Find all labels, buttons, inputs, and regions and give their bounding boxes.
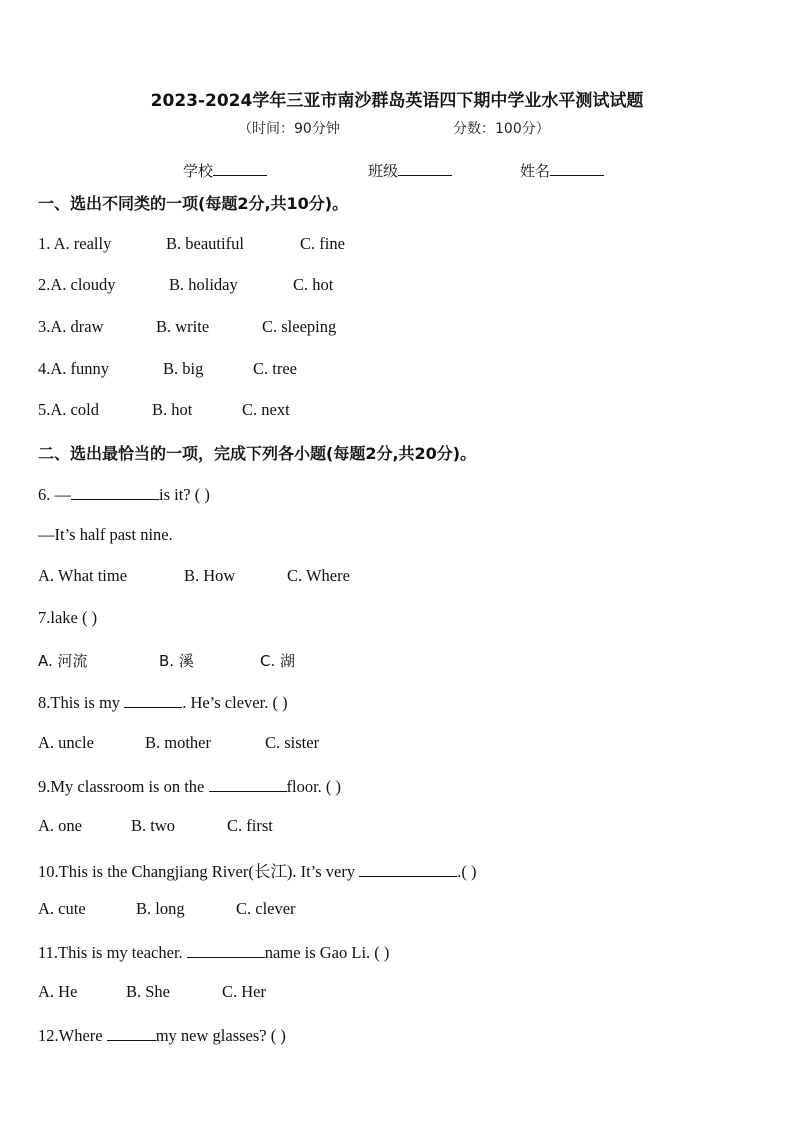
option-b: B. write xyxy=(156,317,210,336)
option-b: B. hot xyxy=(152,400,193,419)
answer-blank xyxy=(359,860,457,877)
answer-blank xyxy=(124,691,182,708)
option-c: C. tree xyxy=(253,359,297,378)
option-a: A. cold xyxy=(50,400,99,419)
question-number: 2. xyxy=(38,275,51,294)
name-label: 姓名 xyxy=(520,162,551,180)
question-6-stem xyxy=(38,483,210,505)
question-number: 1. xyxy=(38,234,54,253)
option-c: C. Her xyxy=(222,982,266,1001)
option-a: A. funny xyxy=(50,359,110,378)
option-c: C. next xyxy=(242,400,290,419)
stem-end: is it? ( ) xyxy=(159,485,210,504)
question-8-stem xyxy=(38,691,288,713)
option-a: A. draw xyxy=(50,317,104,336)
option-c: C. 湖 xyxy=(260,652,296,670)
question-10-stem xyxy=(38,858,477,882)
question-7-options xyxy=(38,650,296,671)
option-c: C. first xyxy=(227,816,273,835)
question-2 xyxy=(38,275,334,295)
option-b: B. two xyxy=(131,816,176,835)
option-a: A. 河流 xyxy=(38,652,88,670)
exam-title: 2023-2024学年三亚市南沙群岛英语四下期中学业水平测试试题 xyxy=(150,91,644,111)
section-2-title: 二、选出最恰当的一项，完成下列各小题(每题2分,共20分)。 xyxy=(38,444,477,463)
answer-blank xyxy=(209,775,287,792)
option-b: B. 溪 xyxy=(159,652,194,670)
class-field xyxy=(368,160,452,181)
question-11-options xyxy=(38,982,266,1002)
question-5 xyxy=(38,400,290,420)
question-9-options xyxy=(38,816,273,836)
time-limit: （时间：90分钟 xyxy=(238,121,340,137)
stem-start: 12.Where xyxy=(38,1026,107,1045)
option-a: A. cute xyxy=(38,899,86,918)
stem-start: 6. — xyxy=(38,485,71,504)
option-a: A. He xyxy=(38,982,78,1001)
question-number: 4. xyxy=(38,359,51,378)
option-b: B. beautiful xyxy=(166,234,244,253)
option-b: B. holiday xyxy=(169,275,238,294)
question-10-options xyxy=(38,899,296,919)
question-1 xyxy=(38,234,345,254)
question-number: 5. xyxy=(38,400,51,419)
stem-start: 11.This is my teacher. xyxy=(38,943,187,962)
stem-end: name is Gao Li. ( ) xyxy=(264,943,390,962)
option-a: A. What time xyxy=(38,566,128,585)
name-blank xyxy=(550,161,604,176)
name-field xyxy=(520,160,604,181)
stem-end: .( ) xyxy=(457,862,477,881)
stem-end: my new glasses? ( ) xyxy=(155,1026,286,1045)
answer-blank xyxy=(187,941,265,958)
class-label: 班级 xyxy=(368,162,399,180)
question-3 xyxy=(38,317,337,337)
option-c: C. sleeping xyxy=(262,317,337,336)
option-a: A. cloudy xyxy=(50,275,116,294)
option-b: B. big xyxy=(163,359,204,378)
stem-start: 10.This is the Changjiang River(长江). It’s very xyxy=(38,862,360,881)
stem-end: . He’s clever. ( ) xyxy=(182,693,288,712)
stem-end: floor. ( ) xyxy=(286,777,342,796)
option-c: C. Where xyxy=(287,566,350,585)
question-9-stem xyxy=(38,775,341,797)
question-4 xyxy=(38,359,297,379)
option-a: A. really xyxy=(53,234,112,253)
option-b: B. How xyxy=(184,566,236,585)
option-a: A. one xyxy=(38,816,82,835)
question-11-stem xyxy=(38,941,389,963)
stem-start: 9.My classroom is on the xyxy=(38,777,209,796)
question-7-stem: 7.lake ( ) xyxy=(38,608,98,627)
option-c: C. clever xyxy=(236,899,296,918)
exam-meta xyxy=(238,118,550,138)
school-field xyxy=(183,160,267,181)
option-c: C. hot xyxy=(293,275,334,294)
question-6-dialogue: —It’s half past nine. xyxy=(38,525,173,544)
total-score: 分数：100分） xyxy=(453,121,550,137)
option-b: B. She xyxy=(126,982,171,1001)
option-c: C. sister xyxy=(265,733,320,752)
option-a: A. uncle xyxy=(38,733,94,752)
school-blank xyxy=(213,161,267,176)
section-1-title: 一、选出不同类的一项(每题2分,共10分)。 xyxy=(38,194,349,213)
class-blank xyxy=(398,161,452,176)
question-6-options xyxy=(38,566,350,586)
stem-start: 8.This is my xyxy=(38,693,125,712)
answer-blank xyxy=(71,483,159,500)
option-b: B. mother xyxy=(145,733,211,752)
answer-blank xyxy=(107,1024,156,1041)
option-c: C. fine xyxy=(300,234,345,253)
question-number: 3. xyxy=(38,317,51,336)
school-label: 学校 xyxy=(183,162,214,180)
option-b: B. long xyxy=(136,899,185,918)
question-12-stem xyxy=(38,1024,286,1046)
question-8-options xyxy=(38,733,320,753)
